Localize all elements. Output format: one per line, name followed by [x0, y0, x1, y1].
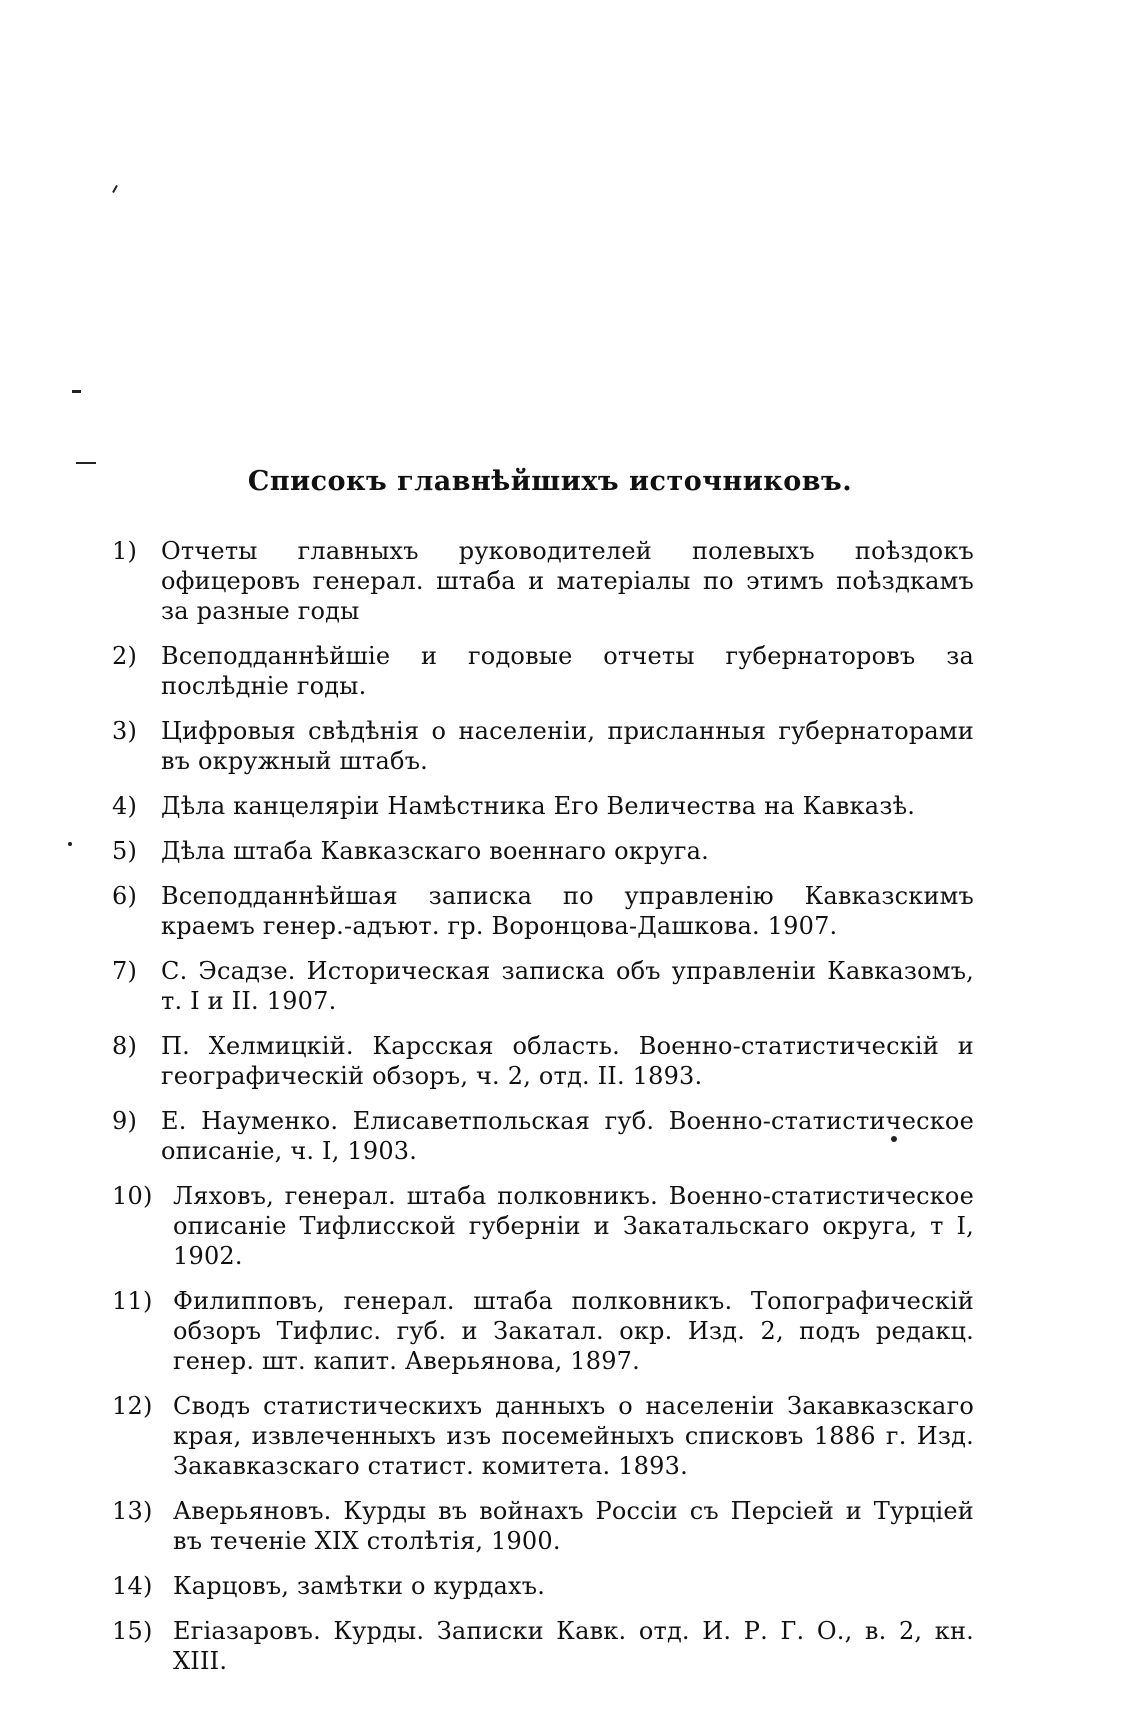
item-number: 8): [112, 1032, 138, 1060]
scan-mark: [72, 390, 81, 393]
item-text: Цифровыя свѣдѣнія о населеніи, присланныя губернаторами въ окружный штабъ.: [161, 717, 974, 775]
item-number: 10): [112, 1182, 153, 1210]
list-item: [112, 1106, 974, 1166]
list-item: [112, 956, 974, 1016]
item-text: Филипповъ, генерал. штаба полковникъ. Топографическій обзоръ Тифлис. губ. и Закатал. окр. Изд. 2, подъ редакц. генер. шт. капит. Аверьянова, 1897.: [173, 1287, 974, 1375]
list-item: [112, 716, 974, 776]
item-number: 5): [112, 837, 138, 865]
scan-mark: [76, 462, 96, 464]
item-text: Егіазаровъ. Курды. Записки Кавк. отд. И. Р. Г. О., в. 2, кн. XIII.: [173, 1617, 974, 1675]
item-text: Карцовъ, замѣтки о курдахъ.: [173, 1572, 546, 1600]
list-item: [112, 1286, 974, 1376]
item-text: Сводъ статистическихъ данныхъ о населеніи Закавказскаго края, извлеченныхъ изъ посемейныхъ списковъ 1886 г. Изд. Закавказскаго статист. комитета. 1893.: [173, 1392, 974, 1480]
item-text: Отчеты главныхъ руководителей полевыхъ поѣздокъ офицеровъ генерал. штаба и матеріалы по этимъ поѣздкамъ за разные годы: [161, 537, 974, 625]
list-item: [112, 1616, 974, 1676]
list-item: [112, 1496, 974, 1556]
item-number: 14): [112, 1572, 153, 1600]
sources-list: [112, 536, 974, 1691]
item-number: 15): [112, 1617, 153, 1645]
item-text: С. Эсадзе. Историческая записка объ управленіи Кавказомъ, т. I и II. 1907.: [161, 957, 974, 1015]
list-item: [112, 1181, 974, 1271]
item-text: Е. Науменко. Елисаветпольская губ. Военно-статистическое описаніе, ч. I, 1903.: [161, 1107, 974, 1165]
item-number: 2): [112, 642, 138, 670]
item-text: Дѣла штаба Кавказскаго военнаго округа.: [161, 837, 710, 865]
item-text: Всеподданнѣйшая записка по управленію Кавказскимъ краемъ генер.-адъют. гр. Воронцова-Дашкова. 1907.: [161, 882, 974, 940]
list-item: [112, 836, 974, 866]
item-text: П. Хелмицкій. Карсская область. Военно-статистическій и географическій обзоръ, ч. 2, отд. II. 1893.: [161, 1032, 974, 1090]
item-number: 6): [112, 882, 138, 910]
list-item: [112, 791, 974, 821]
item-text: Всеподданнѣйшіе и годовые отчеты губернаторовъ за послѣдніе годы.: [161, 642, 974, 700]
list-item: [112, 536, 974, 626]
item-text: Ляховъ, генерал. штаба полковникъ. Военно-статистическое описаніе Тифлисской губерніи и Закатальскаго округа, т I, 1902.: [173, 1182, 974, 1270]
item-number: 11): [112, 1287, 153, 1315]
list-item: [112, 641, 974, 701]
scan-mark: [112, 185, 118, 193]
item-number: 1): [112, 537, 138, 565]
item-number: 4): [112, 792, 138, 820]
item-text: Дѣла канцеляріи Намѣстника Его Величества на Кавказѣ.: [161, 792, 916, 820]
item-number: 12): [112, 1392, 153, 1420]
page-title: Списокъ главнѣйшихъ источниковъ.: [247, 466, 853, 497]
item-number: 13): [112, 1497, 153, 1525]
item-text: Аверьяновъ. Курды въ войнахъ Россіи съ Персіей и Турціей въ теченіе XIX столѣтія, 1900.: [173, 1497, 974, 1555]
item-number: 3): [112, 717, 138, 745]
list-item: [112, 1031, 974, 1091]
list-item: [112, 881, 974, 941]
list-item: [112, 1571, 974, 1601]
item-number: 9): [112, 1107, 138, 1135]
list-item: [112, 1391, 974, 1481]
item-number: 7): [112, 957, 138, 985]
scan-mark: [68, 842, 72, 846]
